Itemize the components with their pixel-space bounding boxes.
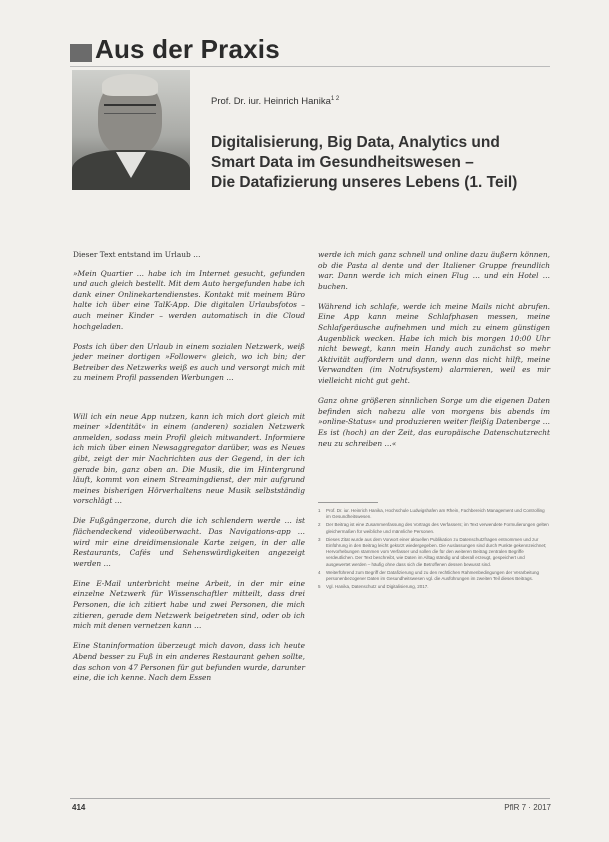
section-marker — [70, 44, 92, 62]
footnote-text: Prof. Dr. iur. Heinrich Hanika, Hochschule Ludwigshafen am Rhein, Fachbereich Management und Controlling im Gesundheitswesen. — [326, 508, 545, 520]
body-paragraph: werde ich mich ganz schnell und online dazu äußern können, ob die Pasta al dente und der Italiener Gruppe freundlich war. Dann werde ich mich einen Flug … und ein Hotel … buchen. — [318, 250, 550, 291]
footnote — [318, 584, 550, 590]
header-rule — [70, 66, 550, 67]
body-paragraph: Posts ich über den Urlaub in einem sozialen Netzwerk, weiß jeder meiner dortigen »Follower« gleich, wo ich bin; der Betreiber des Netzwerks weiß es auch und versorgt mich mit zu meinem Profil passenden Werbungen … — [73, 341, 305, 383]
footnote — [318, 570, 550, 582]
author-name: Prof. Dr. iur. Heinrich Hanika — [211, 96, 331, 108]
footnote — [318, 537, 550, 568]
body-paragraph: Will ich ein neue App nutzen, kann ich mich dort gleich mit meiner »Identität« in einem (anderen) sozialen Netzwerk anmelden, sodass mein Profil gleich mitwandert. Informiere ich mich über einen Newsaggregator darüber, was es Neues gibt, zeigt der mir Nachrichten aus der Gegend, in der ich gerade bin, ganz oben an. Die Musik, die im Hintergrund läuft, kommt von einem Streamingdienst, der mir aufgrund meines bisherigen Hörverhaltens neue Musik selbstständig vorschlägt … — [73, 411, 305, 506]
body-paragraph: Eine E-Mail unterbricht meine Arbeit, in der mir eine einzelne Netzwerk für Wissenschaftler mitteilt, dass drei Personen, die ich zitiert habe und zwei Personen, die mich zitieren, gerade dem Netzwerk beigetreten sind, oder ob ich mich mit denen vernetzen kann … — [73, 578, 305, 631]
footnote-number: 3 — [318, 536, 321, 542]
page-number: 414 — [72, 803, 86, 812]
footnote-number: 5 — [318, 584, 321, 590]
footer-rule — [70, 798, 550, 799]
footnote — [318, 522, 550, 534]
footnote-text: Der Beitrag ist eine Zusammenfassung des Vortrags des Verfassers; im Text verwendete Formulierungen gelten gleichermaßen für weibliche und männliche Personen. — [326, 522, 549, 534]
journal-reference: PflR 7 · 2017 — [504, 803, 551, 812]
article-headline — [211, 133, 551, 193]
footnote-text: Weiterführend zum Begriff der Datafizierung und zu den rechtlichen Rahmenbedingungen der Verarbeitung personenbezogener Daten im Gesundheitswesen vgl. die Ausführungen im zweiten Teil dieses Beitrags. — [326, 569, 539, 582]
headline-line: Smart Data im Gesundheitswesen – — [211, 154, 474, 171]
footnotes — [318, 508, 550, 592]
intro-paragraph: Dieser Text entstand im Urlaub … — [73, 250, 201, 259]
footnote-number: 1 — [318, 508, 321, 513]
footnote-text: Dieses Zitat wurde aus dem Vorwort einer aktuellen Publikation zu Datenschutzfragen entnommen und zur Einführung in den Beitrag leicht gekürzt wiedergegeben. Die Auslassungen sind durch Punkte gekennzeichnet; Hervorhebungen stammen vom Verfasser und sollen die für den weiteren Beitrag zentralen Begriffe verdeutlichen. Der Text beschreibt, wie Daten im Alltag ständig und überall erzeugt, gespeichert und ausgewertet werden – häufig ohne dass sich die Betroffenen dessen bewusst sind. — [326, 536, 547, 567]
left-column — [73, 250, 305, 693]
headline-line: Die Datafizierung unseres Lebens (1. Teil) — [211, 174, 518, 191]
body-paragraph: Die Fußgängerzone, durch die ich schlendern werde … ist flächendeckend videoüberwacht. Das Navigations-app … wird mir eine dreidimensionale Karte zeigen, in der alle Restaurants, Cafés und Sehenswürdigkeiten angezeigt werden … — [73, 516, 305, 568]
author-footnote-marks: 1 2 — [330, 96, 340, 102]
section-title: Aus der Praxis — [95, 34, 280, 64]
body-paragraph: »Mein Quartier … habe ich im Internet gesucht, gefunden und auch gleich bestellt. Mit dem Auto hergefunden habe ich dank einer Onlinekartendienstes. Kontakt mit meinem Büro halte ich über eine TalK-App. Die digitalen Urlaubsfotos – auch meiner Kinder – werden automatisch in die Cloud hochgeladen. — [73, 268, 305, 331]
author-photo — [72, 70, 190, 190]
footnote — [318, 508, 550, 520]
body-paragraph: Während ich schlafe, werde ich meine Mails nicht abrufen. Eine App kann meine Schlafphasen messen, meine Schlafgeräusche aufnehmen und mich zu einem günstigen Augenblick wecken. Habe ich mich bis morgen 10:00 Uhr nicht bewegt, kann mein Handy auch zunächst so mehr Aktivität auffordern und dann, wenn das nicht hilft, meine Verwandten (im Notrufsystem) alarmieren, weil es mir vielleicht nicht gut geht. — [318, 301, 550, 386]
headline-line: Digitalisierung, Big Data, Analytics und — [211, 134, 500, 151]
body-paragraph: Eine Staninformation überzeugt mich davon, dass ich heute Abend besser zu Fuß in ein anderes Restaurant gehen sollte, das schon von 47 Personen für gut befunden wurde, darunter eine, die ich kenne. Nach dem Essen — [73, 641, 305, 683]
footnote-number: 2 — [318, 522, 321, 528]
footnote-text: Vgl. Hanika, Datenschutz und Digitalisierung, 2017. — [326, 584, 429, 590]
right-column — [318, 250, 550, 459]
footnote-rule — [318, 502, 378, 503]
footnote-number: 4 — [318, 569, 321, 575]
author-line — [211, 96, 339, 107]
body-paragraph: Ganz ohne größeren sinnlichen Sorge um die eigenen Daten befinden sich nahezu alle von morgens bis abends im »online-Status« und produzieren weiter fleißig Datenberge … Es ist (hoch) an der Zeit, das europäische Datenschutzrecht neu zu schreiben …« — [318, 396, 550, 448]
